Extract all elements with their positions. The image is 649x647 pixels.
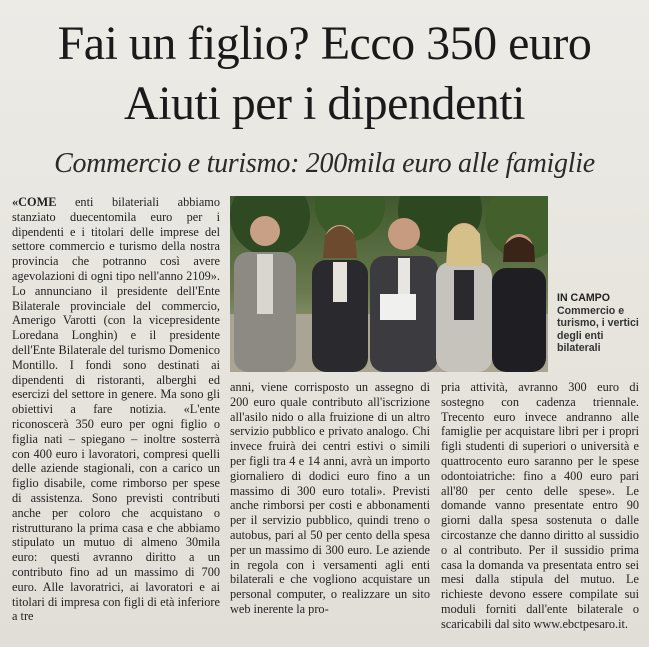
- column-3-text: pria attività, avranno 300 euro di sostegno con cadenza triennale. Trecento euro invece andranno alle famiglie per acquistare libri per i propri figli studenti di superiori o università e quattrocento euro saranno per le spese odontoiatriche: fino a 400 euro pari all'80 per cento delle spese». Le domande vanno presentate entro 90 giorni dalla spesa sostenuta o dalle circostanze che danno diritto al sussidio o al contributo. Per il sussidio prima casa la domanda va presentata entro sei mesi dalla stipula del mutuo. Le richieste devono essere compilate sui moduli forniti dall'ente bilaterale o scaricabili dal sito www.ebctpesaro.it.: [441, 380, 639, 631]
- article-column-3: [441, 380, 639, 632]
- column-1-text: enti bilateriali abbiamo stanziato duecentomila euro per i dipendenti e i titolari delle imprese del settore commercio e turismo della nostra provincia che potranno così avere agevolazioni di ogni tipo nell'anno 2109». Lo annunciano il presidente dell'Ente Bilaterale provinciale del commercio, Amerigo Varotti (con la vicepresidente Loredana Longhin) e il presidente dell'Ente Bilaterale del turismo Domenico Montillo. I fondi sono destinati ai dipendenti di ristoranti, alberghi ed esercizi del settore in genere. Ma sono gli obiettivi a fare notizia. «L'ente riconoscerà 350 euro per ogni figlio o figlia nati – spiegano – inoltre sosterrà con 400 euro i lavoratori, compresi quelli delle aziende stagionali, con a carico un figlio disabile, come rimborso per spese di assistenza. Sono previsti contributi anche per coloro che acquistano o ristrutturano la prima casa e che abbiamo stipulato un mutuo di almeno 30mila euro: questi avranno diritto a un contributo fino ad un massimo di 700 euro. Alle lavoratrici, ai lavoratori e ai titolari di impresa con figli di età inferiore a tre: [12, 195, 220, 624]
- photo-illustration: [230, 196, 548, 372]
- headline-line-1: Fai un figlio? Ecco 350 euro: [57, 17, 592, 70]
- article-column-2: [230, 380, 430, 617]
- headline-line-2: Aiuti per i dipendenti: [124, 77, 525, 130]
- caption-tag: IN CAMPO: [557, 292, 610, 304]
- subheadline: Commercio e turismo: 200mila euro alle famiglie: [54, 148, 595, 179]
- caption-text: Commercio e turismo, i vertici degli enti bilaterali: [557, 304, 639, 355]
- column-2-text: anni, viene corrisposto un assegno di 200 euro quale contributo all'iscrizione all'asilo nido o alla fruizione di un altro servizio pubblico e privato analogo. Chi invece fruirà dei centri estivi o simili per figli tra 4 e 14 anni, avrà un importo giornaliero di dodici euro fino a un massimo di 300 euro totali». Previsti anche rimborsi per costi e abbonamenti per il servizio pubblico, quindi treno o autobus, pari al 50 per cento della spesa per un massimo di 300 euro. Le aziende in regola con i versamenti agli enti bilaterali e che vogliono acquistare un personal computer, o realizzare un sito web inerente la pro-: [230, 380, 430, 616]
- article-column-1: [12, 195, 220, 624]
- photo-caption: [557, 292, 643, 355]
- lead-word: «COME: [12, 195, 57, 209]
- group-photo: [230, 196, 548, 372]
